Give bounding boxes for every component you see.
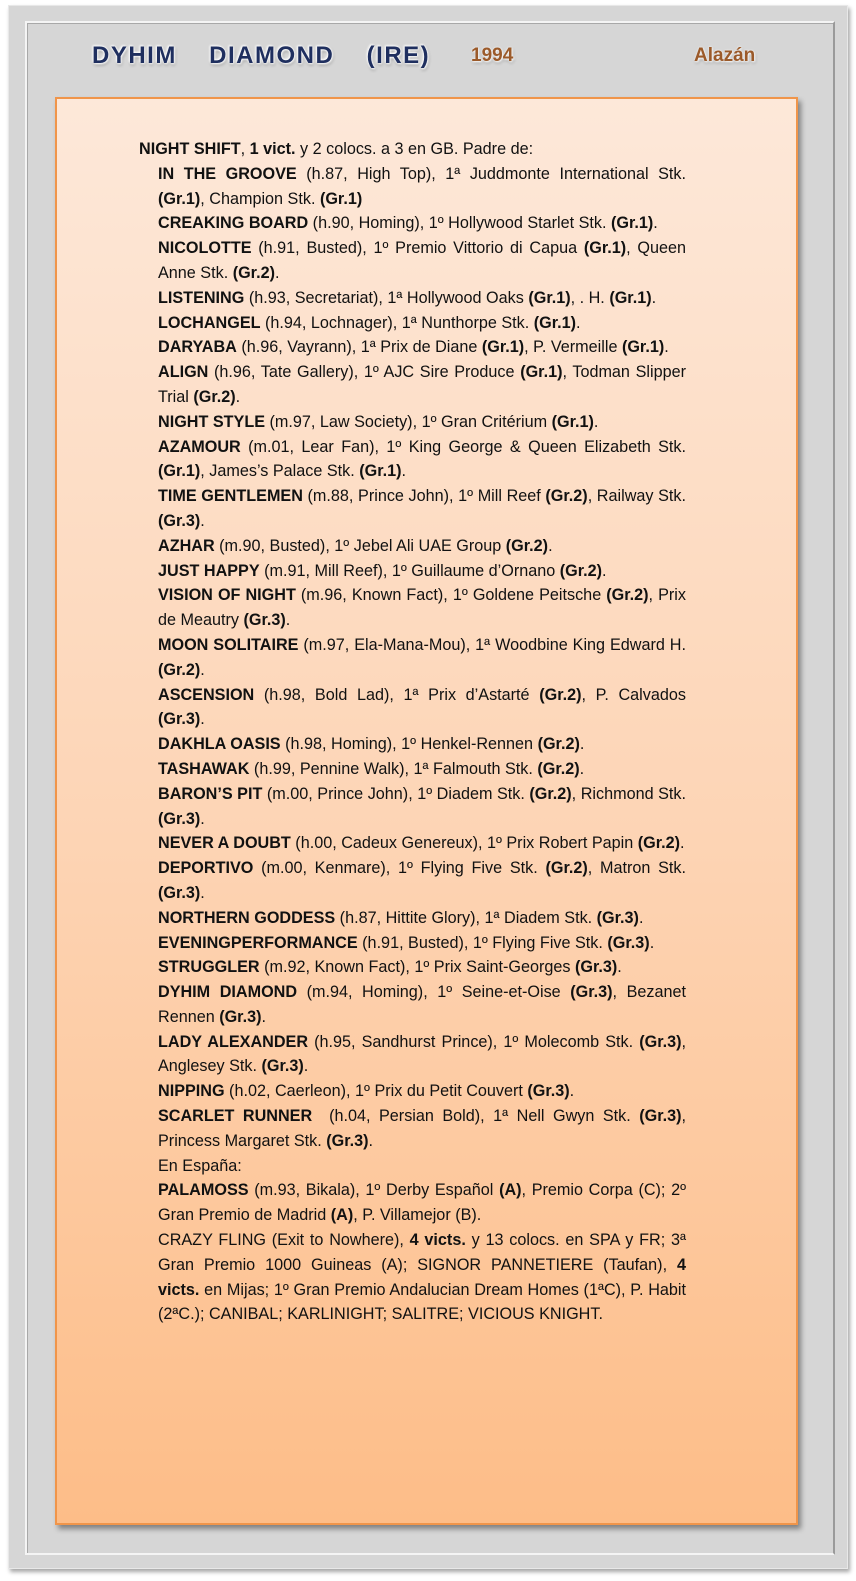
bold-text: (Gr.3) [326, 1131, 369, 1150]
entry-text: . [200, 710, 205, 729]
progeny-entry [158, 980, 691, 1030]
bold-text: BARON’S PIT [158, 784, 263, 803]
entry-text: (h.96, Tate Gallery), 1º AJC Sire Produce [208, 363, 521, 382]
entry-text: , Bezanet Rennen [158, 983, 691, 1026]
entry-text: , Anglesey Stk. [158, 1032, 690, 1076]
bold-text: TASHAWAK [158, 759, 250, 778]
entry-text: . [200, 883, 205, 902]
entry-text: . [593, 412, 599, 431]
progeny-entry [158, 955, 686, 980]
entry-text: . [401, 462, 407, 481]
entry-text: (h.98, Homing), 1º Henkel-Rennen [280, 735, 538, 754]
bold-text: (Gr.2) [559, 561, 603, 580]
entry-text: (h.90, Homing), 1º Hollywood Starlet Stk. [308, 214, 611, 233]
entry-text: . [664, 338, 669, 357]
bold-text: DARYABA [158, 338, 237, 357]
entry-text: (h.96, Vayrann), 1ª Prix de Diane [236, 338, 482, 357]
entry-text: en Mijas; 1º Gran Premio Andalucian Dream Homes (1ªC), P. Habit (2ªC.); CANIBAL; KARLINIGHT; SALITRE; VICIOUS KNIGHT. [158, 1280, 691, 1324]
bold-text: (Gr.1) [481, 338, 525, 357]
bold-text: (Gr.3) [158, 710, 201, 729]
bold-text: VISION OF NIGHT [158, 586, 296, 605]
bold-text: LISTENING [158, 288, 245, 307]
entry-text: , Todman Slipper Trial [158, 363, 691, 406]
progeny-entry [158, 1178, 691, 1228]
bold-text: (Gr.2) [539, 685, 582, 704]
bold-text: (Gr.1) [551, 412, 594, 431]
entry-text: . [200, 809, 205, 828]
bold-text: AZAMOUR [158, 437, 241, 456]
bold-text: (A) [499, 1181, 522, 1200]
entry-text: , P. Vermeille [524, 338, 622, 357]
progeny-entry [158, 1228, 691, 1327]
entry-text: . [649, 933, 655, 952]
bold-text: ALIGN [158, 363, 209, 382]
bold-text: CREAKING BOARD [158, 214, 309, 233]
progeny-entry [158, 559, 686, 584]
bold-text: (Gr.2) [193, 387, 236, 406]
entry-text: . [235, 387, 241, 406]
entry-text: (h.91, Busted), 1º Premio Vittorio di Capua [251, 239, 584, 258]
entry-text: (m.90, Busted), 1º Jebel Ali UAE Group [214, 536, 506, 555]
progeny-entry [158, 1030, 690, 1080]
entry-text: (m.91, Mill Reef), 1º Guillaume d’Ornano [259, 561, 560, 580]
bold-text: TIME GENTLEMEN [158, 487, 303, 506]
entry-text: (h.98, Bold Lad), 1ª Prix d’Astarté [254, 685, 540, 704]
entry-text: . [261, 1007, 266, 1026]
entry-text: , Champion Stk. [200, 189, 320, 208]
progeny-entry [158, 683, 691, 733]
progeny-entry [158, 906, 686, 931]
bold-text: (Gr.3) [158, 809, 201, 828]
entry-text: . [579, 759, 585, 778]
entry-text: (h.04, Persian Bold), 1ª Nell Gwyn Stk. [312, 1107, 640, 1126]
progeny-entry [158, 286, 686, 311]
bold-text: (Gr.1) [319, 189, 363, 208]
entry-text: . [303, 1057, 309, 1076]
progeny-entry [158, 1104, 691, 1154]
progeny-entry [158, 757, 686, 782]
entry-text: . [638, 908, 644, 927]
bold-text: (Gr.3) [639, 1032, 682, 1051]
entry-text: (m.96, Known Fact), 1º Goldene Peitsche [295, 586, 607, 605]
bold-text: NIGHT STYLE [158, 412, 266, 431]
progeny-entry [158, 236, 690, 286]
bold-text: EVENINGPERFORMANCE [158, 933, 358, 952]
entry-text: . [602, 561, 607, 580]
bold-text: (Gr.1) [359, 462, 402, 481]
bold-text: (Gr.2) [232, 263, 275, 282]
progeny-entry [158, 211, 686, 236]
entry-text: (m.01, Lear Fan), 1º King George & Queen Elizabeth Stk. [240, 437, 691, 456]
progeny-entry [158, 831, 686, 856]
bold-text: (Gr.1) [158, 462, 201, 481]
entry-text: , Matron Stk. [587, 859, 691, 878]
horse-name-title: DYHIM DIAMOND (IRE) [92, 42, 431, 69]
bold-text: (Gr.2) [529, 784, 572, 803]
bold-text: IN THE GROOVE [158, 164, 297, 183]
progeny-list [139, 162, 691, 1327]
entry-text: (m.88, Prince John), 1º Mill Reef [302, 487, 546, 506]
entry-text: (m.94, Homing), 1º Seine-et-Oise [297, 983, 571, 1002]
pedigree-card [55, 97, 798, 1525]
entry-text: (h.91, Busted), 1º Flying Five Stk. [357, 933, 608, 952]
bold-text: JUST HAPPY [158, 561, 260, 580]
bold-text: (Gr.1) [583, 239, 627, 258]
bold-text: (Gr.2) [505, 536, 549, 555]
bold-text: (Gr.1) [533, 313, 577, 332]
header [0, 42, 856, 76]
entry-text: . [569, 1082, 575, 1101]
bold-text: (Gr.1) [520, 363, 563, 382]
card-content [139, 137, 691, 1327]
entry-text: (m.97, Ela-Mana-Mou), 1ª Woodbine King Edward H. [298, 635, 691, 654]
bold-text: (Gr.3) [607, 933, 650, 952]
bold-text: 4 victs. [409, 1231, 466, 1250]
progeny-entry [158, 162, 691, 212]
progeny-entry [158, 484, 691, 534]
progeny-entry [158, 1154, 686, 1179]
progeny-entry [158, 782, 691, 832]
bold-text: DYHIM DIAMOND [158, 983, 298, 1002]
bold-text: (Gr.1) [609, 288, 652, 307]
progeny-entry [158, 931, 686, 956]
entry-text: , Railway Stk. [587, 487, 691, 506]
bold-text: (Gr.1) [158, 189, 201, 208]
birth-year: 1994 [471, 45, 514, 66]
bold-text: (Gr.1) [621, 338, 665, 357]
entry-text: . [548, 536, 553, 555]
entry-text: . [576, 313, 581, 332]
entry-text: , James’s Palace Stk. [200, 462, 360, 481]
entry-text: . [274, 263, 280, 282]
bold-text: (A) [330, 1206, 354, 1225]
bold-text: LADY ALEXANDER [158, 1032, 309, 1051]
progeny-entry [158, 732, 686, 757]
bold-text: (Gr.2) [158, 660, 201, 679]
entry-text: (h.95, Sandhurst Prince), 1º Molecomb Stk. [308, 1032, 640, 1051]
progeny-entry [158, 583, 691, 633]
progeny-entry [158, 534, 686, 559]
bold-text: PALAMOSS [158, 1181, 249, 1200]
progeny-entry [158, 856, 691, 906]
bold-text: DEPORTIVO [158, 859, 254, 878]
entry-text: . [680, 834, 685, 853]
progeny-entry [158, 360, 691, 410]
entry-text: (h.00, Cadeux Genereux), 1º Prix Robert Papin [290, 834, 638, 853]
entry-text: En España: [158, 1156, 242, 1175]
bold-text: (Gr.3) [243, 611, 286, 630]
entry-text: (m.93, Bikala), 1º Derby Español [248, 1181, 500, 1200]
entry-text: (m.97, Law Society), 1º Gran Critérium [265, 412, 552, 431]
bold-text: (Gr.3) [596, 908, 639, 927]
bold-text: STRUGGLER [158, 958, 260, 977]
bold-text: NORTHERN GODDESS [158, 908, 336, 927]
entry-text: . [617, 958, 622, 977]
bold-text: (Gr.3) [575, 958, 618, 977]
entry-text: , Prix de Meautry [158, 586, 691, 630]
entry-text: , Queen Anne Stk. [158, 239, 690, 282]
bold-text: DAKHLA OASIS [158, 735, 281, 754]
bold-text: (Gr.2) [537, 759, 580, 778]
entry-text: CRAZY FLING (Exit to Nowhere), [158, 1231, 410, 1250]
entry-text: , P. Calvados [581, 685, 691, 704]
bold-text: (Gr.2) [545, 859, 588, 878]
sire-summary: NIGHT SHIFT, 1 vict. y 2 colocs. a 3 en GB. Padre de: [139, 140, 534, 158]
coat-color: Alazán [694, 45, 756, 66]
entry-text: . [579, 735, 585, 754]
sire-name: NIGHT SHIFT [139, 140, 241, 158]
bold-text: 4 victs. [158, 1255, 691, 1299]
bold-text: AZHAR [158, 536, 215, 555]
progeny-entry [158, 435, 691, 485]
entry-text: (h.87, Hittite Glory), 1ª Diadem Stk. [335, 908, 597, 927]
entry-text: (h.02, Caerleon), 1º Prix du Petit Couvert [224, 1082, 528, 1101]
bold-text: (Gr.3) [219, 1007, 262, 1026]
entry-text: . [651, 288, 657, 307]
bold-text: (Gr.3) [527, 1082, 570, 1101]
bold-text: (Gr.2) [545, 487, 588, 506]
sire-wins: 1 vict. [249, 140, 296, 158]
bold-text: (Gr.1) [528, 288, 571, 307]
entry-text: . [653, 214, 658, 233]
entry-text: , Premio Corpa (C); 2º Gran Premio de Madrid [158, 1181, 691, 1225]
entry-text: . [200, 660, 205, 679]
progeny-entry [158, 633, 691, 683]
entry-text: (h.93, Secretariat), 1ª Hollywood Oaks [244, 288, 529, 307]
entry-text: . [285, 611, 291, 630]
bold-text: (Gr.2) [637, 834, 681, 853]
entry-text: , Richmond Stk. [571, 784, 691, 803]
entry-text: (m.00, Prince John), 1º Diadem Stk. [262, 784, 530, 803]
entry-text: , P. Villamejor (B). [353, 1206, 482, 1225]
bold-text: NIPPING [158, 1082, 225, 1101]
entry-text: (m.92, Known Fact), 1º Prix Saint-Georges [259, 958, 576, 977]
entry-text: (h.94, Lochnager), 1ª Nunthorpe Stk. [260, 313, 534, 332]
entry-text: y 13 colocs. en SPA y FR; 3ª Gran Premio 1000 Guineas (A); SIGNOR PANNETIERE (Taufan), [158, 1231, 691, 1274]
bold-text: (Gr.1) [611, 214, 654, 233]
entry-text: (h.99, Pennine Walk), 1ª Falmouth Stk. [249, 759, 538, 778]
bold-text: (Gr.3) [158, 511, 201, 530]
entry-text: . [368, 1131, 374, 1150]
entry-text: . [200, 511, 205, 530]
bold-text: (Gr.3) [158, 883, 201, 902]
bold-text: NEVER A DOUBT [158, 834, 291, 853]
entry-text: (m.00, Kenmare), 1º Flying Five Stk. [253, 859, 546, 878]
entry-text: (h.87, High Top), 1ª Juddmonte International Stk. [296, 164, 691, 183]
bold-text: MOON SOLITAIRE [158, 635, 299, 654]
progeny-entry [158, 410, 686, 435]
entry-text: , . H. [570, 288, 610, 307]
sire-summary-text: y 2 colocs. a 3 en GB. Padre de: [295, 140, 534, 158]
progeny-entry [158, 1079, 686, 1104]
progeny-entry [158, 311, 686, 336]
bold-text: SCARLET RUNNER [158, 1107, 313, 1126]
bold-text: LOCHANGEL [158, 313, 261, 332]
bold-text: (Gr.3) [261, 1057, 304, 1076]
bold-text: (Gr.2) [537, 735, 580, 754]
bold-text: (Gr.3) [570, 983, 613, 1002]
bold-text: (Gr.3) [639, 1107, 682, 1126]
bold-text: ASCENSION [158, 685, 255, 704]
progeny-entry [158, 335, 686, 360]
entry-text: , Princess Margaret Stk. [158, 1107, 691, 1150]
bold-text: NICOLOTTE [158, 239, 252, 258]
bold-text: (Gr.2) [606, 586, 649, 605]
